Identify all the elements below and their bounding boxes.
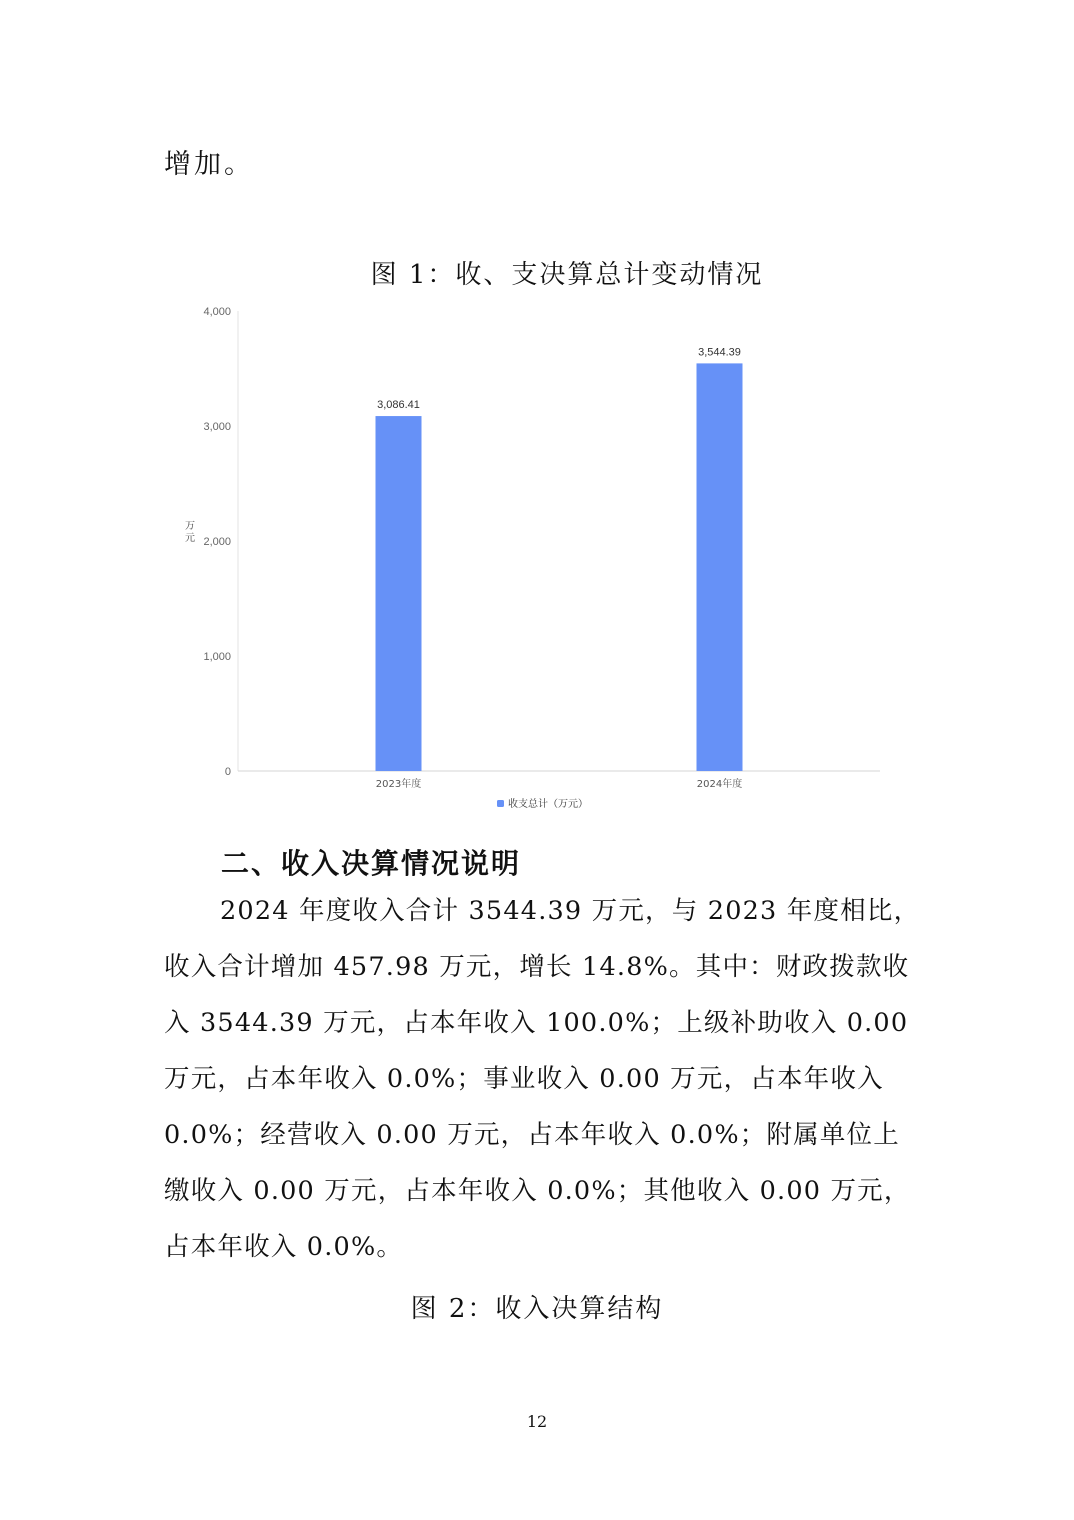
paragraph-line: 占本年收入 0.0%。 [164, 1232, 404, 1262]
paragraph-line: 0.0%；经营收入 0.00 万元，占本年收入 0.0%；附属单位上 [164, 1120, 900, 1150]
legend-swatch [497, 800, 504, 807]
income-expense-chart [170, 300, 890, 820]
carryover-text: 增加。 [164, 149, 254, 180]
y-tick-label: 4,000 [203, 306, 231, 318]
bar [376, 416, 422, 771]
bar-value-label: 3,544.39 [698, 346, 741, 359]
y-axis-ticks [203, 306, 231, 778]
bars [376, 346, 743, 771]
y-tick-label: 0 [224, 766, 231, 778]
y-axis-title [185, 520, 195, 544]
paragraph-line: 万元，占本年收入 0.0%；事业收入 0.00 万元，占本年收入 [164, 1064, 884, 1094]
bar [697, 363, 743, 771]
paragraph-line: 缴收入 0.00 万元，占本年收入 0.0%；其他收入 0.00 万元， [164, 1176, 911, 1206]
y-tick-label: 3,000 [203, 421, 231, 433]
y-axis-title-char: 万 [185, 521, 195, 532]
legend-label: 收支总计（万元） [508, 799, 588, 810]
paragraph-line: 2024 年度收入合计 3544.39 万元，与 2023 年度相比， [220, 896, 921, 926]
x-tick-label: 2024年度 [696, 779, 743, 790]
x-axis-ticks [376, 777, 742, 790]
page-number: 12 [526, 1412, 548, 1431]
income-paragraph [164, 883, 924, 1275]
chart-svg [170, 300, 890, 820]
section-heading: 二、收入决算情况说明 [221, 847, 522, 880]
y-tick-label: 1,000 [203, 651, 231, 663]
y-axis-title-char: 元 [185, 533, 195, 544]
x-tick-label: 2023年度 [375, 779, 422, 790]
chart-legend [497, 797, 588, 810]
figure-2-caption: 图 2：收入决算结构 [410, 1294, 664, 1324]
figure-1-caption: 图 1：收、支决算总计变动情况 [370, 260, 764, 290]
y-tick-label: 2,000 [203, 536, 231, 548]
bar-value-label: 3,086.41 [377, 399, 420, 412]
paragraph-line: 入 3544.39 万元，占本年收入 100.0%；上级补助收入 0.00 [164, 1008, 909, 1038]
paragraph-line: 收入合计增加 457.98 万元，增长 14.8%。其中：财政拨款收 [164, 952, 910, 982]
